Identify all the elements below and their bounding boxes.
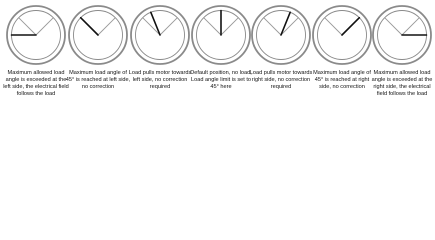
caption-left-exceeded: Maximum allowed load angle is exceeded at the left side, the electrical field follows the load — [3, 70, 69, 98]
dial-right-exceeded — [371, 4, 433, 66]
caption-right-exceeded: Maximum allowed load angle is exceeded at the right side, the electrical field follows the load — [371, 70, 433, 98]
dial-right-pull — [250, 4, 312, 66]
panel-right-exceeded — [371, 0, 433, 115]
panel-left-max — [67, 0, 129, 115]
caption-left-pull: Load pulls motor towards left side, no correction required — [128, 70, 192, 91]
panel-right-pull — [250, 0, 312, 115]
dial-left-exceeded — [5, 4, 67, 66]
dial-left-pull — [129, 4, 191, 66]
caption-default: Default position, no load, Load angle limit is set to 45° here — [190, 70, 252, 91]
dial-left-max — [67, 4, 129, 66]
panel-default — [190, 0, 252, 115]
dial-default — [190, 4, 252, 66]
caption-right-pull: Load pulls motor towards right side, no correction required — [249, 70, 313, 91]
panel-left-pull — [129, 0, 191, 115]
panel-right-max — [311, 0, 373, 115]
caption-left-max: Maximum load angle of 45° is reached at left side, no correction — [65, 70, 131, 91]
dial-right-max — [311, 4, 373, 66]
caption-right-max: Maximum load angle of 45° is reached at right side, no correction — [313, 70, 371, 91]
panel-left-exceeded — [5, 0, 67, 115]
load-angle-diagram — [0, 0, 435, 115]
